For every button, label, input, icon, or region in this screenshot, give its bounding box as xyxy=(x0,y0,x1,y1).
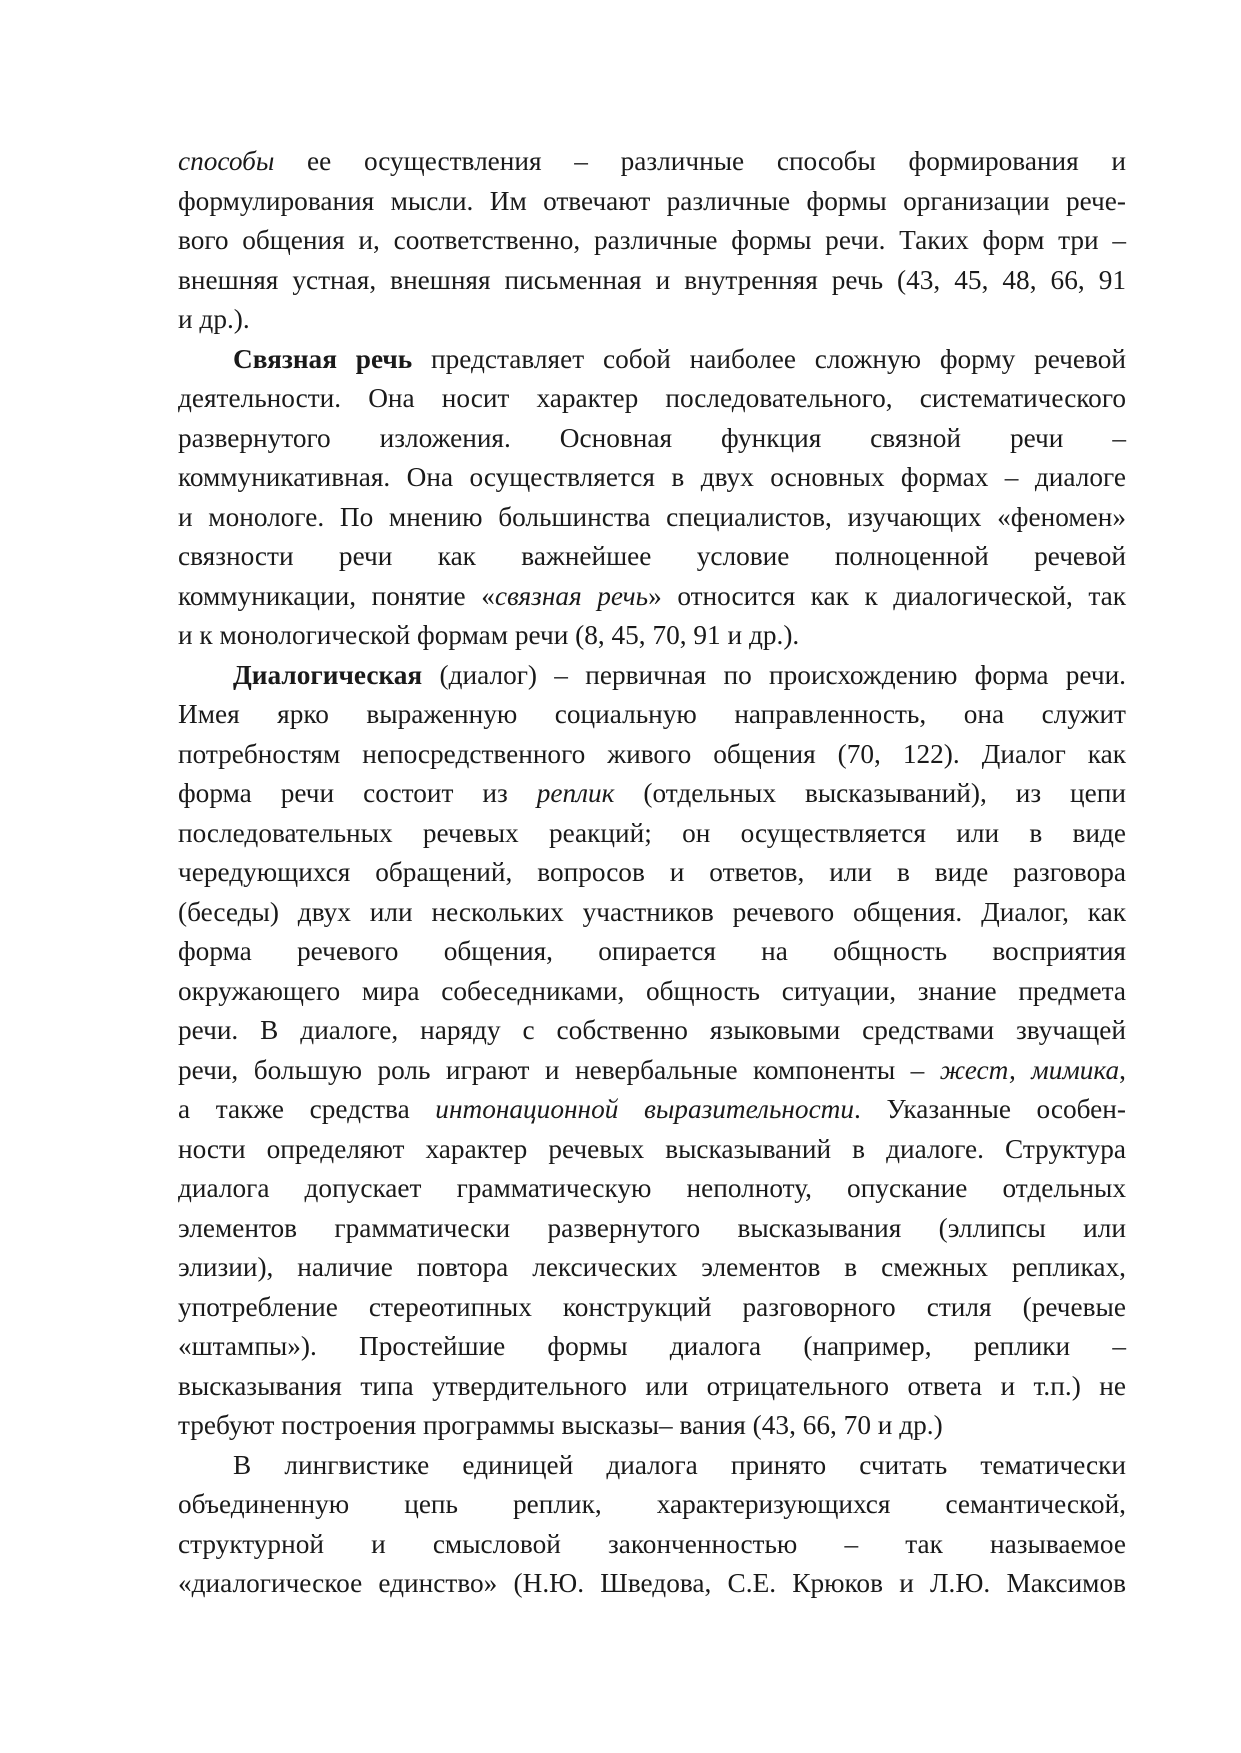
text-run: последовательных речевых реакций; он осуществляется или в виде xyxy=(178,817,1126,848)
text-run: коммуникативная. Она осуществляется в двух основных формах – диалоге xyxy=(178,462,1126,492)
text-run: а также средства xyxy=(178,1094,436,1124)
text-run: форма речи состоит из xyxy=(178,778,537,808)
text-run: диалога допускает грамматическую неполноту, опускание отдельных xyxy=(178,1173,1126,1203)
bold-term: Связная речь xyxy=(233,343,413,374)
text-line xyxy=(178,1485,1126,1525)
text-line xyxy=(178,1248,1126,1288)
text-line xyxy=(178,1051,1126,1091)
text-run: Имея ярко выраженную социальную направленность, она служит xyxy=(178,699,1126,729)
text-run: элизии), наличие повтора лексических элементов в смежных репликах, xyxy=(178,1252,1126,1282)
text-run: » относится как к диалогической, так xyxy=(648,580,1127,611)
text-line xyxy=(178,893,1126,933)
text-line xyxy=(178,379,1126,419)
text-run: речи, большую роль играют и невербальные компоненты – xyxy=(178,1054,940,1085)
text-run: деятельности. Она носит характер последовательного, систематического xyxy=(178,383,1126,413)
text-line xyxy=(178,1130,1126,1170)
text-line xyxy=(178,182,1126,222)
text-line xyxy=(178,458,1126,498)
text-run: связности речи как важнейшее условие полноценной речевой xyxy=(178,541,1126,571)
text-run: развернутого изложения. Основная функция связной речи – xyxy=(178,422,1126,453)
text-run: ности определяют характер речевых высказываний в диалоге. Структура xyxy=(178,1133,1126,1164)
text-line xyxy=(178,853,1126,893)
text-line xyxy=(178,1288,1126,1328)
text-run: форма речевого общения, опирается на общность восприятия xyxy=(178,936,1126,966)
text-line xyxy=(178,1367,1126,1407)
text-run: «штампы»). Простейшие формы диалога (например, реплики – xyxy=(178,1331,1126,1361)
text-line xyxy=(178,1209,1126,1249)
text-line xyxy=(178,735,1126,775)
body-text xyxy=(178,142,1126,1604)
text-run: требуют построения программы высказы– вания (43, 66, 70 и др.) xyxy=(178,1410,943,1440)
text-line xyxy=(178,340,1126,380)
italic-term: жест, мимика xyxy=(939,1054,1120,1085)
text-run: чередующихся обращений, вопросов и ответов, или в виде разговора xyxy=(178,857,1126,887)
italic-term: реплик xyxy=(536,778,615,808)
text-line xyxy=(178,1446,1126,1486)
text-line xyxy=(178,537,1126,577)
text-line xyxy=(178,1564,1126,1604)
text-line xyxy=(178,1169,1126,1209)
text-line xyxy=(178,1011,1126,1051)
text-run: (беседы) двух или нескольких участников речевого общения. Диалог, как xyxy=(178,896,1126,927)
paragraph-p4 xyxy=(178,1446,1126,1604)
text-run: «диалогическое единство» (Н.Ю. Шведова, С.Е. Крюков и Л.Ю. Максимов xyxy=(178,1568,1126,1598)
text-run: объединенную цепь реплик, характеризующихся семантической, xyxy=(178,1489,1126,1519)
text-line xyxy=(178,419,1126,459)
text-run: ее осуществления – различные способы формирования и xyxy=(274,146,1126,176)
text-run: речи. В диалоге, наряду с собственно языковыми средствами звучащей xyxy=(178,1015,1126,1045)
text-line xyxy=(178,656,1126,696)
bold-term: Диалогическая xyxy=(233,659,423,690)
paragraph-p1 xyxy=(178,142,1126,340)
text-run: высказывания типа утвердительного или отрицательного ответа и т.п.) не xyxy=(178,1370,1126,1401)
paragraph-p2 xyxy=(178,340,1126,656)
text-line xyxy=(178,932,1126,972)
italic-term: способы xyxy=(178,146,275,176)
text-run: , xyxy=(1119,1054,1126,1085)
text-line xyxy=(178,1406,1126,1446)
text-line xyxy=(178,577,1126,617)
text-line xyxy=(178,972,1126,1012)
text-run: потребностям непосредственного живого общения (70, 122). Диалог как xyxy=(178,738,1126,769)
italic-term: связная речь xyxy=(494,580,649,611)
text-line xyxy=(178,142,1126,182)
text-line xyxy=(178,261,1126,301)
text-line xyxy=(178,1327,1126,1367)
text-line xyxy=(178,1090,1126,1130)
italic-term: интонационной выразительности xyxy=(435,1094,855,1124)
text-line xyxy=(178,498,1126,538)
text-run: элементов грамматически развернутого высказывания (эллипсы или xyxy=(178,1212,1126,1243)
text-run: (отдельных высказываний), из цепи xyxy=(614,778,1126,808)
text-run: и монологе. По мнению большинства специалистов, изучающих «феномен» xyxy=(178,501,1126,532)
text-run: . Указанные особен- xyxy=(854,1094,1126,1124)
text-run: представляет собой наиболее сложную форму речевой xyxy=(412,343,1126,374)
text-run: В лингвистике единицей диалога принято считать тематически xyxy=(233,1449,1126,1480)
text-line xyxy=(178,814,1126,854)
text-run: и др.). xyxy=(178,304,250,334)
text-run: вого общения и, соответственно, различные формы речи. Таких форм три – xyxy=(178,225,1126,255)
text-line xyxy=(178,1525,1126,1565)
paragraph-p3 xyxy=(178,656,1126,1446)
text-run: структурной и смысловой законченностью – так называемое xyxy=(178,1528,1126,1559)
text-run: формулирования мысли. Им отвечают различные формы организации рече- xyxy=(178,185,1126,216)
text-run: употребление стереотипных конструкций разговорного стиля (речевые xyxy=(178,1291,1126,1322)
text-line xyxy=(178,616,1126,656)
text-run: коммуникации, понятие « xyxy=(178,580,495,611)
text-line xyxy=(178,695,1126,735)
text-line xyxy=(178,774,1126,814)
text-line xyxy=(178,221,1126,261)
text-line xyxy=(178,300,1126,340)
text-run: внешняя устная, внешняя письменная и внутренняя речь (43, 45, 48, 66, 91 xyxy=(178,264,1126,295)
text-run: и к монологической формам речи (8, 45, 70, 91 и др.). xyxy=(178,620,800,650)
text-run: окружающего мира собеседниками, общность ситуации, знание предмета xyxy=(178,975,1126,1006)
text-run: (диалог) – первичная по происхождению форма речи. xyxy=(422,659,1126,690)
